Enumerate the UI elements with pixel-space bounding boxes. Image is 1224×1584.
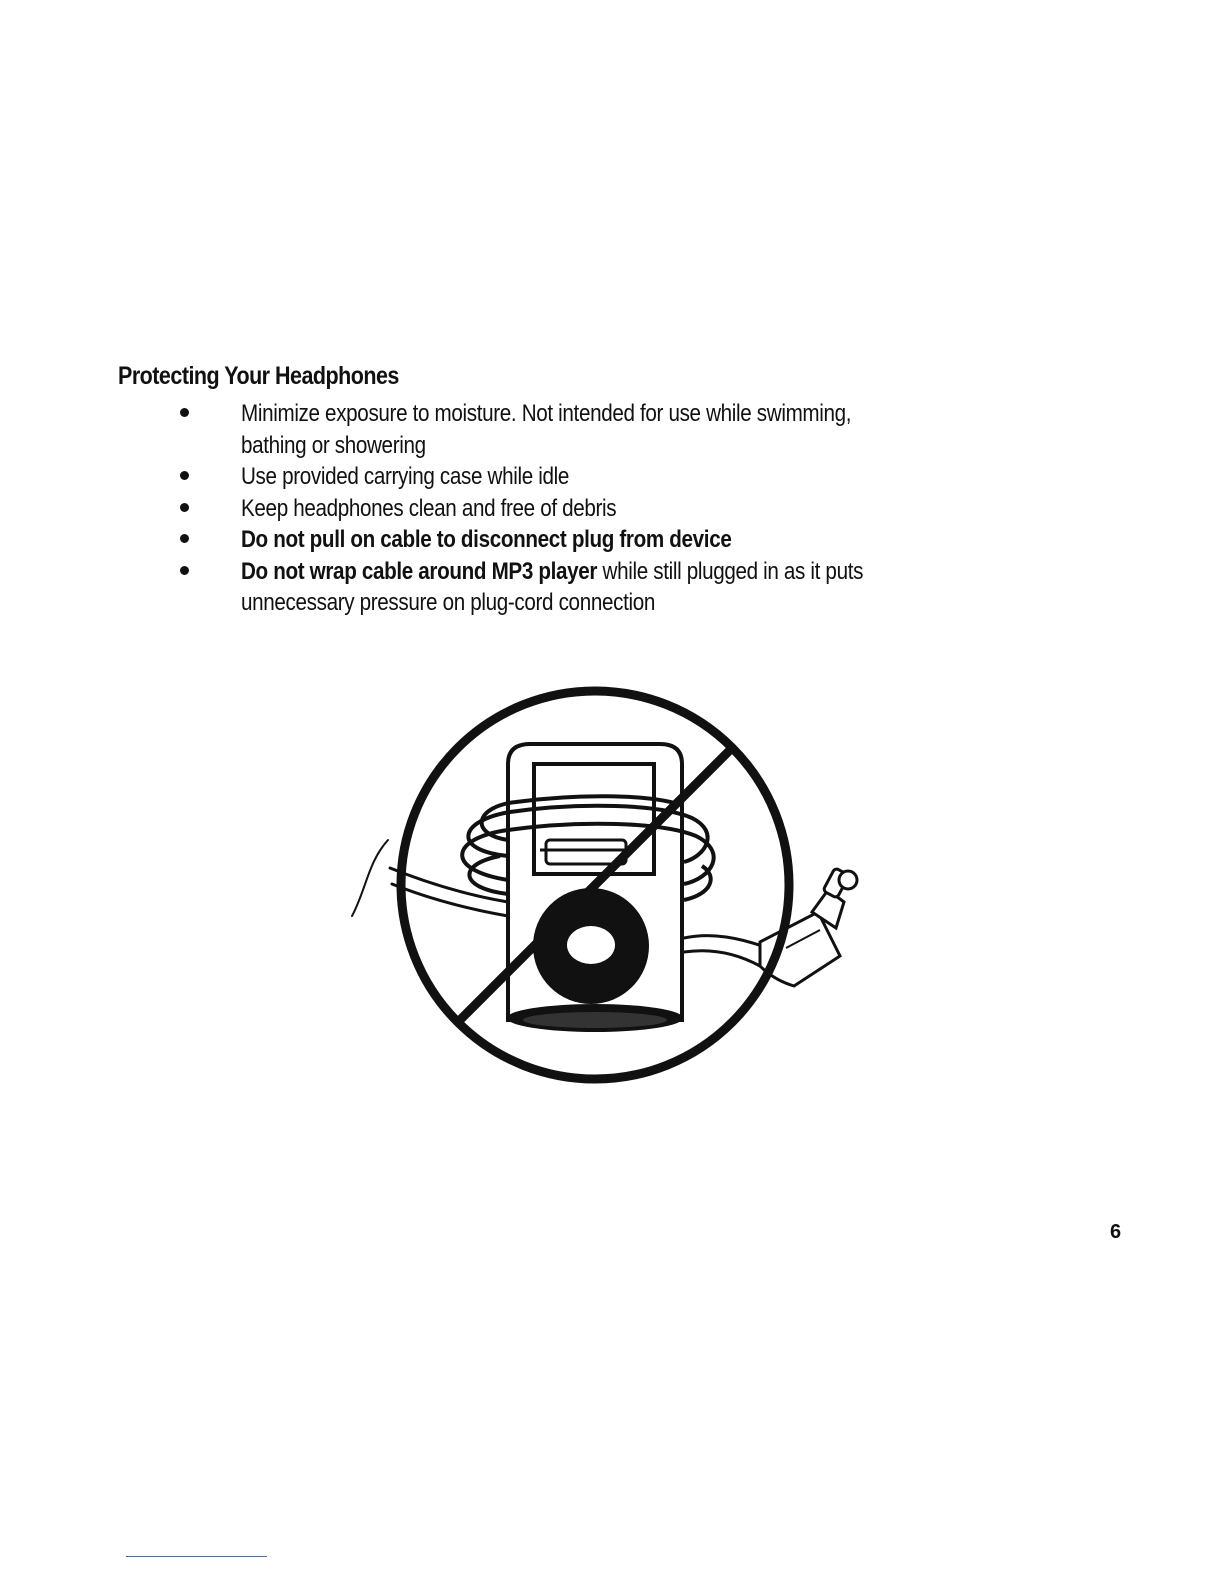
tip-text-rest: while still plugged in as it puts unnecessary pressure on plug-cord connection (241, 557, 864, 616)
tip-text: Use provided carrying case while idle (241, 463, 569, 490)
page-number: 6 (1110, 1221, 1122, 1243)
bullet-icon (180, 471, 189, 480)
tip-do-not-wrap-cable (0, 556, 1021, 619)
section-title: Protecting Your Headphones (118, 362, 399, 390)
tip-keep-clean (0, 493, 1021, 525)
tip-text: Keep headphones clean and free of debris (241, 494, 617, 522)
tip-text (241, 556, 912, 619)
prohibited-cable-wrap-icon (340, 680, 880, 1100)
bullet-icon (180, 503, 189, 512)
tip-do-not-pull-cable (0, 524, 1021, 556)
tip-moisture (0, 398, 1021, 461)
tip-carrying-case (0, 461, 1021, 493)
tip-text-bold: Do not wrap cable around MP3 player (241, 557, 598, 585)
tip-text-bold: Do not pull on cable to disconnect plug from device (241, 526, 732, 553)
care-tips-list (0, 398, 1021, 619)
footer-rule (126, 1556, 267, 1557)
bullet-icon (180, 534, 189, 543)
tip-text: Minimize exposure to moisture. Not intended for use while swimming, bathing or showering (241, 400, 852, 459)
bullet-icon (180, 566, 189, 575)
bullet-icon (180, 408, 189, 417)
